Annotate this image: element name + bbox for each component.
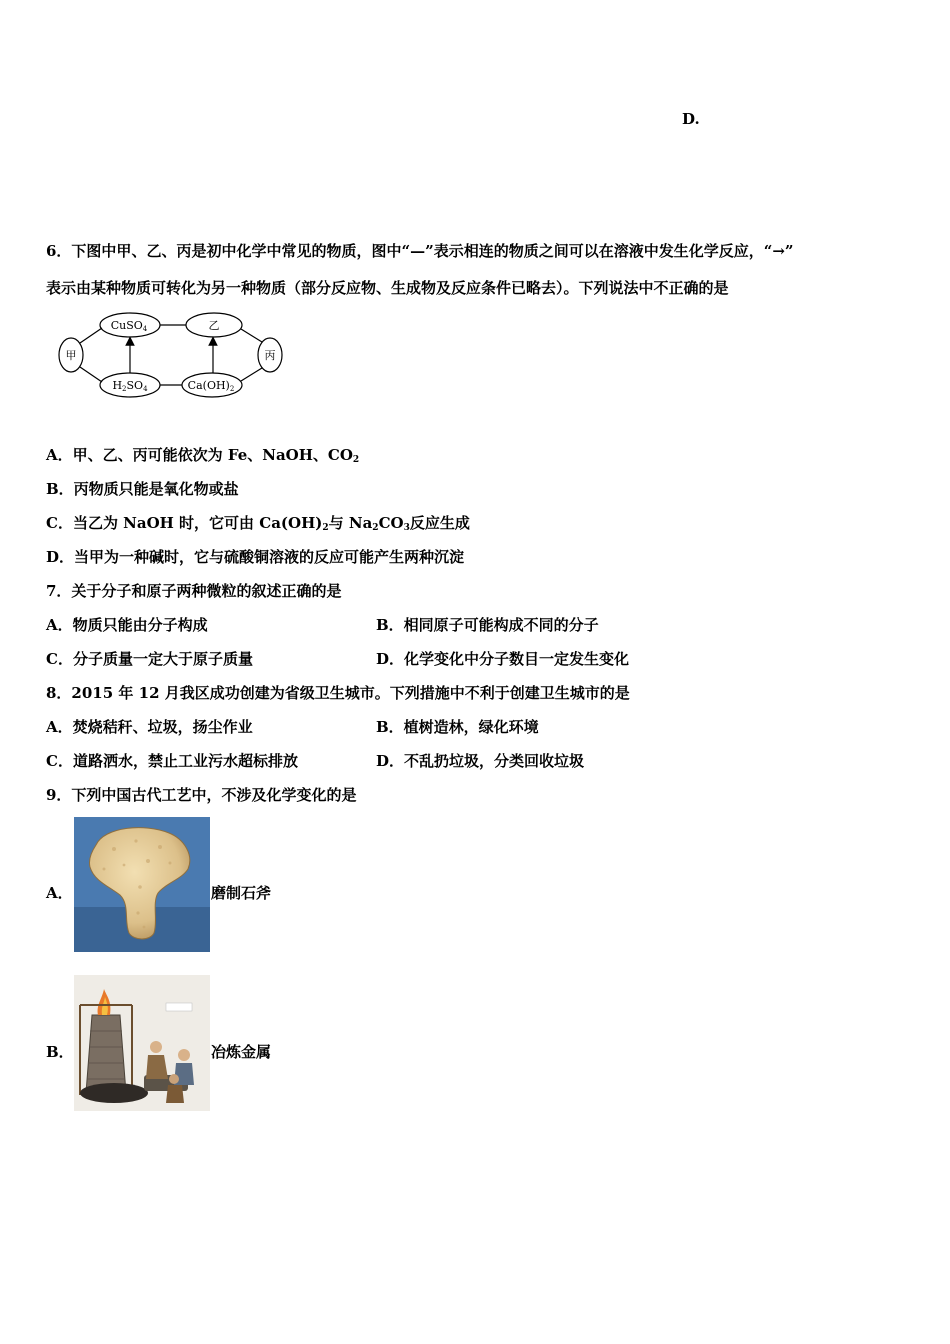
q6-option-a: A．甲、乙、丙可能依次为 Fe、NaOH、$CO_2$ bbox=[46, 446, 360, 465]
q6-option-c: C．当乙为 NaOH 时，它可由 $Ca(OH)_2$与 $Na_2CO_3$反应生成 bbox=[46, 514, 470, 533]
q7-option-a: A．物质只能由分子构成 bbox=[46, 616, 208, 634]
q9-option-b-letter: B． bbox=[46, 1043, 74, 1061]
q7-stem: 7．关于分子和原子两种微粒的叙述正确的是 bbox=[46, 582, 342, 600]
q8-option-b: B．植树造林，绿化环境 bbox=[376, 718, 539, 736]
q9-option-b-caption: 冶炼金属 bbox=[211, 1043, 272, 1061]
q7-option-b: B．相同原子可能构成不同的分子 bbox=[376, 616, 599, 634]
q8-option-d: D．不乱扔垃圾，分类回收垃圾 bbox=[376, 752, 585, 770]
q6-stem-line2: 表示由某种物质可转化为另一种物质（部分反应物、生成物及反应条件已略去）。下列说法中不正确的是 bbox=[46, 279, 729, 297]
label-yi: 乙 bbox=[208, 319, 220, 332]
label-h2so4: H2SO4 bbox=[112, 379, 148, 393]
q6-reaction-diagram bbox=[52, 310, 292, 400]
label-caoh2: Ca(OH)2 bbox=[187, 379, 235, 393]
q9-option-a-caption: 磨制石斧 bbox=[211, 884, 272, 902]
stone-axe-image bbox=[74, 817, 210, 952]
label-cuso4: CuSO4 bbox=[110, 319, 148, 333]
label-jia: 甲 bbox=[65, 349, 77, 362]
q6-option-d: D．当甲为一种碱时，它与硫酸铜溶液的反应可能产生两种沉淀 bbox=[46, 548, 465, 566]
q8-option-c: C．道路洒水，禁止工业污水超标排放 bbox=[46, 752, 298, 770]
label-bing: 丙 bbox=[264, 349, 276, 362]
q9-option-a-letter: A． bbox=[46, 884, 73, 902]
q7-option-c: C．分子质量一定大于原子质量 bbox=[46, 650, 253, 668]
q8-stem: 8．2015 年 12 月我区成功创建为省级卫生城市。下列措施中不利于创建卫生城市的是 bbox=[46, 684, 630, 702]
q5-option-d: D. bbox=[682, 110, 700, 128]
q9-stem: 9．下列中国古代工艺中，不涉及化学变化的是 bbox=[46, 786, 357, 804]
q8-option-a: A．焚烧秸秆、垃圾，扬尘作业 bbox=[46, 718, 253, 736]
q6-stem-line1: 6．下图中甲、乙、丙是初中化学中常见的物质，图中“—”表示相连的物质之间可以在溶液中发生化学反应，“→” bbox=[46, 242, 794, 260]
q6-option-b: B．丙物质只能是氧化物或盐 bbox=[46, 480, 239, 498]
q7-option-d: D．化学变化中分子数目一定发生变化 bbox=[376, 650, 630, 668]
metal-smelting-image bbox=[74, 975, 210, 1111]
